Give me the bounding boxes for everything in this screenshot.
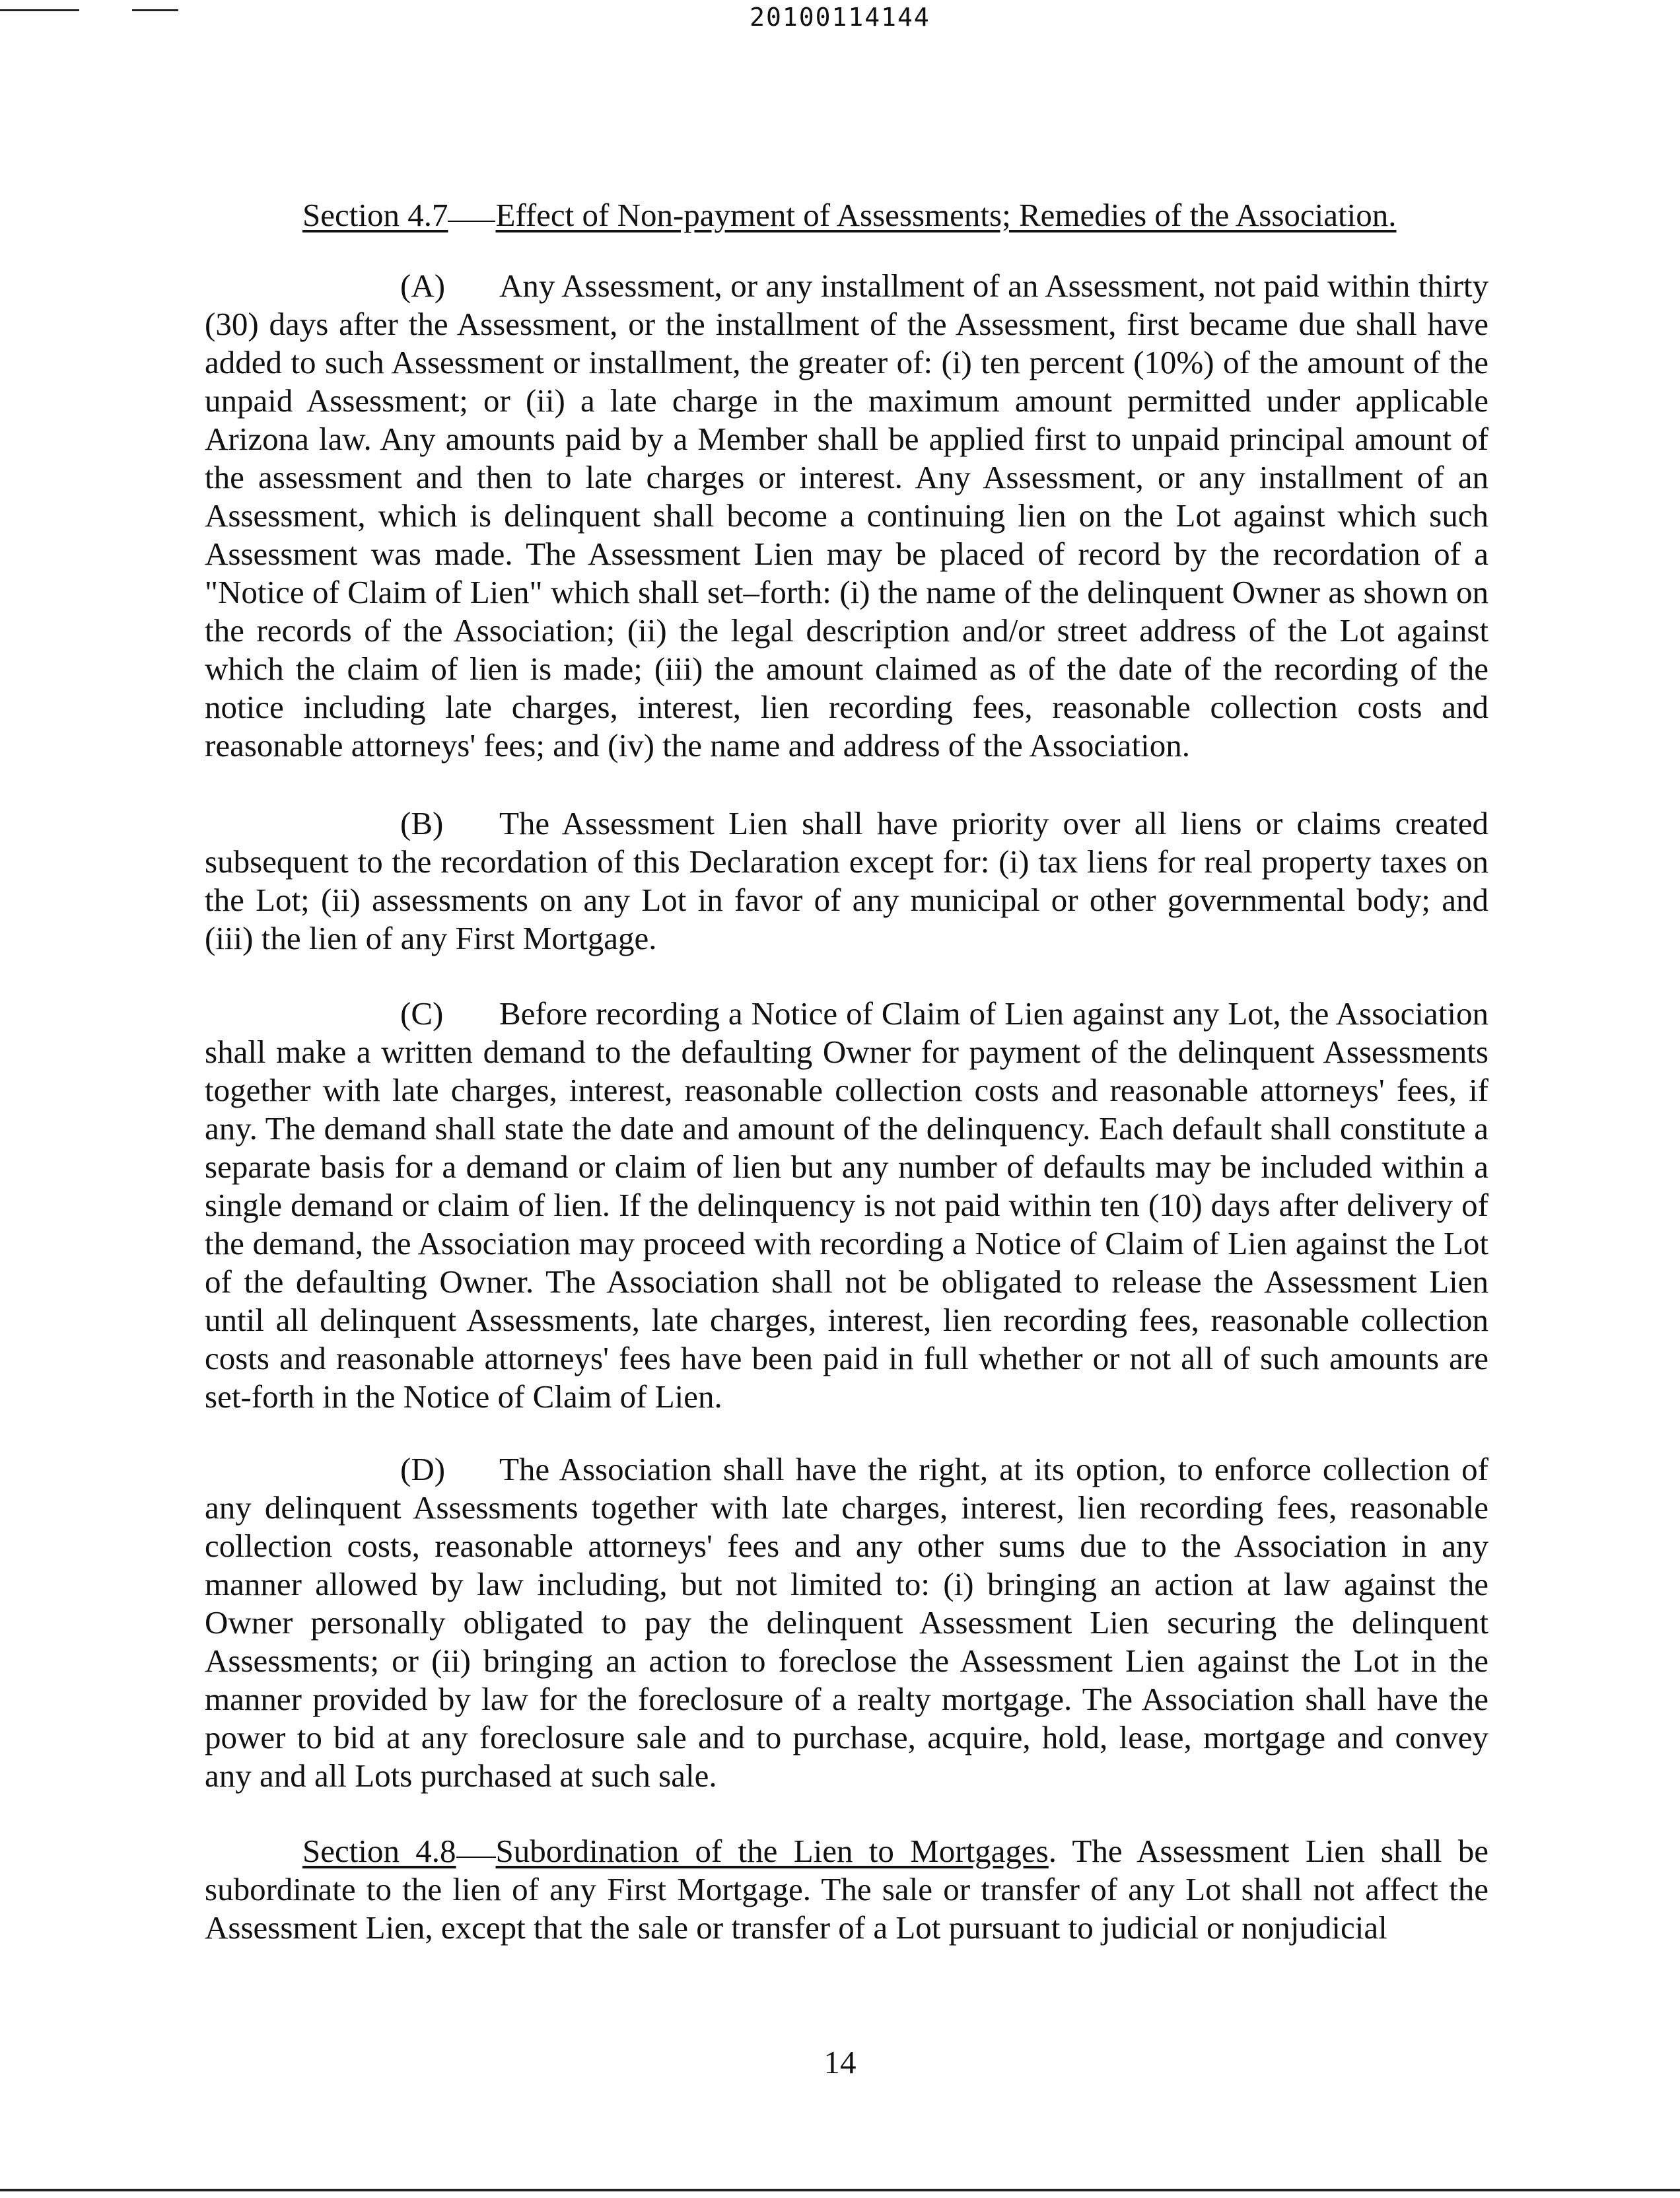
paragraph-a: [205, 267, 1488, 765]
paragraph-text: Before recording a Notice of Claim of Lien against any Lot, the Association shall make a written demand to the defaulting Owner for payment of the delinquent Assessments together with late charges, interest, reasonable collection costs and reasonable attorneys' fees, if any. The demand shall state the date and amount of the delinquency. Each default shall constitute a separate basis for a demand or claim of lien but any number of defaults may be included within a single demand or claim of lien. If the delinquency is not paid within ten (10) days after delivery of the demand, the Association may proceed with recording a Notice of Claim of Lien against the Lot of the defaulting Owner. The Association shall not be obligated to release the Assessment Lien until all delinquent Assessments, late charges, interest, lien recording fees, reasonable collection costs and reasonable attorneys' fees have been paid in full whether or not all of such amounts are set-forth in the Notice of Claim of Lien.: [205, 995, 1488, 1415]
paragraph-c: [205, 995, 1488, 1416]
section-4-7-number: Section 4.7: [302, 197, 448, 233]
section-4-8-title: Subordination of the Lien to Mortgages: [495, 1833, 1049, 1869]
paragraph-text: Any Assessment, or any installment of an Assessment, not paid within thirty (30) days after the Assessment, or the installment of the Assessment, first became due shall have added to such Assessment or installment, the greater of: (i) ten percent (10%) of the amount of the unpaid Assessment; or (ii) a late charge in the maximum amount permitted under applicable Arizona law. Any amounts paid by a Member shall be applied first to unpaid principal amount of the assessment and then to late charges or interest. Any Assessment, or any installment of an Assessment, which is delinquent shall become a continuing lien on the Lot against which such Assessment was made. The Assessment Lien may be placed of record by the recordation of a "Notice of Claim of Lien" which shall set–forth: (i) the name of the delinquent Owner as shown on the records of the Association; (ii) the legal description and/or street address of the Lot against which the claim of lien is made; (iii) the amount claimed as of the date of the recording of the notice including late charges, interest, lien recording fees, reasonable collection costs and reasonable attorneys' fees; and (iv) the name and address of the Association.: [205, 267, 1488, 763]
section-4-7-heading: [302, 195, 1397, 235]
section-4-7-title: Effect of Non-payment of Assessments; Remedies of the Association.: [495, 197, 1397, 233]
paragraph-text: The Assessment Lien shall have priority over all liens or claims created subsequent to the recordation of this Declaration except for: (i) tax liens for real property taxes on the Lot; (ii) assessments on any Lot in favor of any municipal or other governmental body; and (iii) the lien of any First Mortgage.: [205, 805, 1488, 956]
paragraph-b: [205, 804, 1488, 958]
section-4-8-number: Section 4.8: [302, 1833, 456, 1869]
bottom-rule: [0, 2189, 1680, 2191]
paragraph-d: [205, 1450, 1488, 1795]
page-number: 14: [823, 2044, 857, 2080]
section-4-8-text: . The Assessment Lien shall be subordinate to the lien of any First Mortgage. The sale or transfer of any Lot shall not affect the Assessment Lien, except that the sale or transfer of a Lot pursuant to judicial or nonjudicial: [205, 1833, 1488, 1946]
paragraph-label: (D): [400, 1451, 446, 1487]
heading-gap-underline: [456, 1857, 496, 1858]
paragraph-text: The Association shall have the right, at its option, to enforce collection of any delinquent Assessments together with late charges, interest, lien recording fees, reasonable collection costs, reasonable attorneys' fees and any other sums due to the Association in any manner allowed by law including, but not limited to: (i) bringing an action at law against the Owner personally obligated to pay the delinquent Assessment Lien securing the delinquent Assessments; or (ii) bringing an action to foreclose the Assessment Lien against the Lot in the manner provided by law for the foreclosure of a realty mortgage. The Association shall have the power to bid at any foreclosure sale and to purchase, acquire, hold, lease, mortgage and convey any and all Lots purchased at such sale.: [205, 1451, 1488, 1794]
paragraph-label: (B): [400, 805, 444, 841]
section-4-8-paragraph: [205, 1832, 1488, 1947]
document-number: 20100114144: [750, 3, 930, 32]
paragraph-label: (A): [400, 267, 446, 304]
heading-gap-underline: [448, 221, 495, 222]
paragraph-label: (C): [400, 995, 444, 1032]
